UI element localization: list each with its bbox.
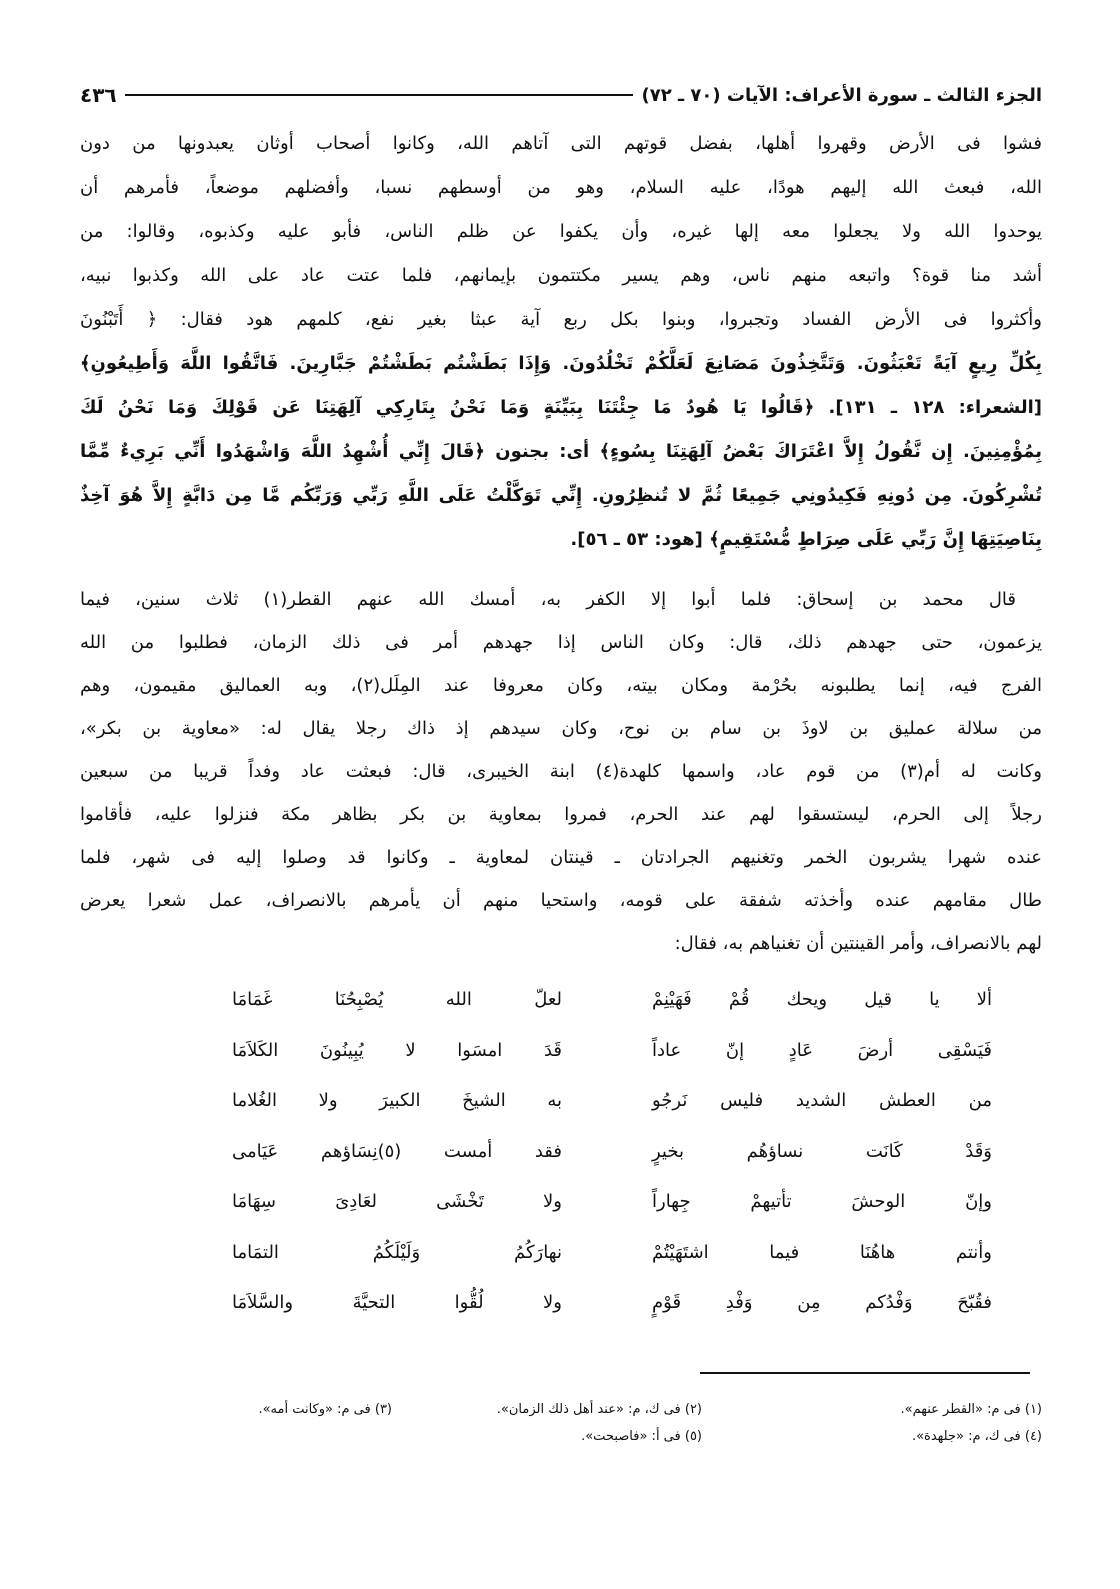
text-line: رجلاً إلى الحرم، ليستسقوا لهم عند الحرم، فمروا بمعاوية بن بكر بظاهر مكة فنزلوا عليه، فأقاموا <box>80 804 1042 825</box>
text-line: فشوا فى الأرض وقهروا أهلها، بفضل قوتهم التى آتاهم الله، وكانوا أصحاب أوثان يعبدونها من دون <box>80 133 1042 154</box>
verse <box>80 1177 1042 1228</box>
footnote: (٤) فى ك، م: «جلهدة». <box>911 1429 1042 1444</box>
text-line: أشد منا قوة؟ واتبعه منهم ناس، وهم يسير مكتتمون بإيمانهم، فلما عتت عاد على الله وكذبوا نبيه، <box>80 265 1042 286</box>
quran-line: بِكُلِّ رِيعٍ آيَةً تَعْبَثُونَ. وَتَتَّخِذُونَ مَصَانِعَ لَعَلَّكُمْ تَخْلُدُونَ. وَإِذَا بَطَشْتُم بَطَشْتُمْ جَبَّارِينَ. فَاتَّقُوا اللَّهَ وَأَطِيعُونِ﴾ <box>80 353 1042 374</box>
text-line: عنده شهرا يشربون الخمر وتغنيهم الجرادتان ـ قينتان لمعاوية ـ وكانوا قد وصلوا إليه فى شهر، فلما <box>80 847 1042 868</box>
footnote: (٣) فى م: «وكانت أمه». <box>258 1402 392 1417</box>
second-hemistich: ولا لُقُّوا التحيَّةَ والسَّلاَمَا <box>232 1292 562 1313</box>
first-hemistich: وأنتم هاهُنَا فيما اشتَهَيْتُمْ <box>652 1241 992 1263</box>
text-line: وأكثروا فى الأرض الفساد وتجبروا، وبنوا بكل ربع آية عبثا بغير نفع، كلمهم هود فقال: ﴿ أَتَبْنُونَ <box>80 309 1042 330</box>
second-hemistich: لعلّ الله يُصْبِحُنَا غَمَامَا <box>232 989 562 1010</box>
second-hemistich: به الشيخَ الكبيرَ ولا الغُلاما <box>232 1090 562 1111</box>
text-line: وكانت له أم(٣) من قوم عاد، واسمها كلهدة(٤) ابنة الخيبرى، قال: فبعثت عاد وفداً قريبا من سبعين <box>80 761 1042 782</box>
text-line: من سلالة عمليق بن لاوذَ بن سام بن نوح، وكان سيدهم إذ ذاك رجلا يقال له: «معاوية بن بكر»، <box>80 718 1042 739</box>
verse <box>80 975 1042 1026</box>
paragraph-2 <box>80 578 1042 965</box>
text-line: يوحدوا الله ولا يجعلوا معه إلها غيره، وأن يكفوا عن ظلم الناس، فأبو عليه وكذبوه، وقالوا: من <box>80 221 1042 242</box>
first-hemistich: ألا يا قيل ويحك قُمْ فَهَيْنِمْ <box>652 989 992 1010</box>
text-line: لهم بالانصراف، وأمر القينتين أن تغنياهم به، فقال: <box>674 933 1042 954</box>
text-line: يزعمون، حتى جهدهم ذلك، قال: وكان الناس إذا جهدهم أمر فى ذلك الزمان، فطلبوا من الله <box>80 632 1042 653</box>
quran-line: [الشعراء: ١٢٨ ـ ١٣١]. ﴿قَالُوا يَا هُودُ مَا جِئْتَنَا بِبَيِّنَةٍ وَمَا نَحْنُ بِتَارِكِي آلِهَتِنَا عَن قَوْلِكَ وَمَا نَحْنُ لَكَ <box>80 397 1042 418</box>
verse <box>80 1127 1042 1178</box>
verse <box>80 1228 1042 1279</box>
verse <box>80 1278 1042 1329</box>
text-line: قال محمد بن إسحاق: فلما أبوا إلا الكفر به، أمسك الله عنهم القطر(١) ثلاث سنين، فيما <box>80 589 1016 610</box>
header-rule <box>125 94 634 96</box>
text-line: طال مقامهم عنده وأخذته شفقة على قومه، واستحيا منهم أن يأمرهم بالانصراف، عمل شعرا يعرض <box>80 890 1042 911</box>
footnote: (١) فى م: «القطر عنهم». <box>900 1402 1042 1417</box>
text-line: الفرج فيه، إنما يطلبونه بحُرْمة ومكان بيته، وكان معروفا عند المِلَل(٢)، وبه العماليق مقيمون، وهم <box>80 675 1042 696</box>
verse <box>80 1026 1042 1077</box>
first-hemistich: فقُبّحَ وَفْدُكم مِن وَفْدِ قَوْمٍ <box>652 1292 992 1313</box>
first-hemistich: وَقَدْ كَانَت نساؤهُم بخيرٍ <box>652 1140 992 1162</box>
footnote: (٢) فى ك، م: «عند أهل ذلك الزمان». <box>496 1402 702 1417</box>
footnote-rule <box>700 1372 1030 1374</box>
footnotes <box>80 1396 1042 1450</box>
page-header <box>80 78 1042 112</box>
quran-line: تُشْرِكُونَ. مِن دُونِهِ فَكِيدُونِي جَمِيعًا ثُمَّ لا تُنظِرُونِ. إِنِّي تَوَكَّلْتُ عَلَى اللَّهِ رَبِّي وَرَبِّكُم مَّا مِن دَابَّةٍ إِلاَّ هُوَ آخِذٌ <box>80 485 1042 506</box>
page-number: ٤٣٦ <box>80 83 117 107</box>
first-hemistich: فَيَسْقِى أرضَ عَادٍ إنّ عاداً <box>652 1039 992 1061</box>
first-hemistich: وإنّ الوحشَ تأتيهمْ جِهاراً <box>652 1191 992 1212</box>
quran-line: بِنَاصِيَتِهَا إِنَّ رَبِّي عَلَى صِرَاطٍ مُّسْتَقِيمٍ﴾ [هود: ٥٣ ـ ٥٦]. <box>570 529 1042 550</box>
text-line: الله، فبعث الله إليهم هودًا، عليه السلام، وهو من أوسطهم نسبا، وأفضلهم موضعاً، فأمرهم أن <box>80 177 1042 198</box>
paragraph-1 <box>80 122 1042 562</box>
verse <box>80 1076 1042 1127</box>
footnote: (٥) فى أ: «فاصبحت». <box>581 1429 702 1444</box>
second-hemistich: قَدَ امسَوا لا يُبِينُونَ الكَلاَمَا <box>232 1039 562 1061</box>
second-hemistich: نهارَكُمُ وَلَيْلَكُمُ التمَاما <box>232 1241 562 1263</box>
running-title: الجزء الثالث ـ سورة الأعراف: الآيات (٧٠ ـ ٧٢) <box>641 84 1042 106</box>
first-hemistich: من العطش الشديد فليس نَرجُو <box>652 1090 992 1111</box>
second-hemistich: فقد أمست (٥)نِسَاؤهم عَيَامى <box>232 1140 563 1162</box>
poem <box>80 975 1042 1329</box>
quran-line: بِمُؤْمِنِينَ. إِن نَّقُولُ إِلاَّ اعْتَرَاكَ بَعْضُ آلِهَتِنَا بِسُوءٍ﴾ أى: بجنون ﴿قَالَ إِنِّي أُشْهِدُ اللَّهَ وَاشْهَدُوا أَنِّي بَرِيءٌ مِّمَّا <box>80 441 1042 462</box>
second-hemistich: ولا تَخْشَى لعَادِىَ سِهَامَا <box>232 1191 562 1212</box>
